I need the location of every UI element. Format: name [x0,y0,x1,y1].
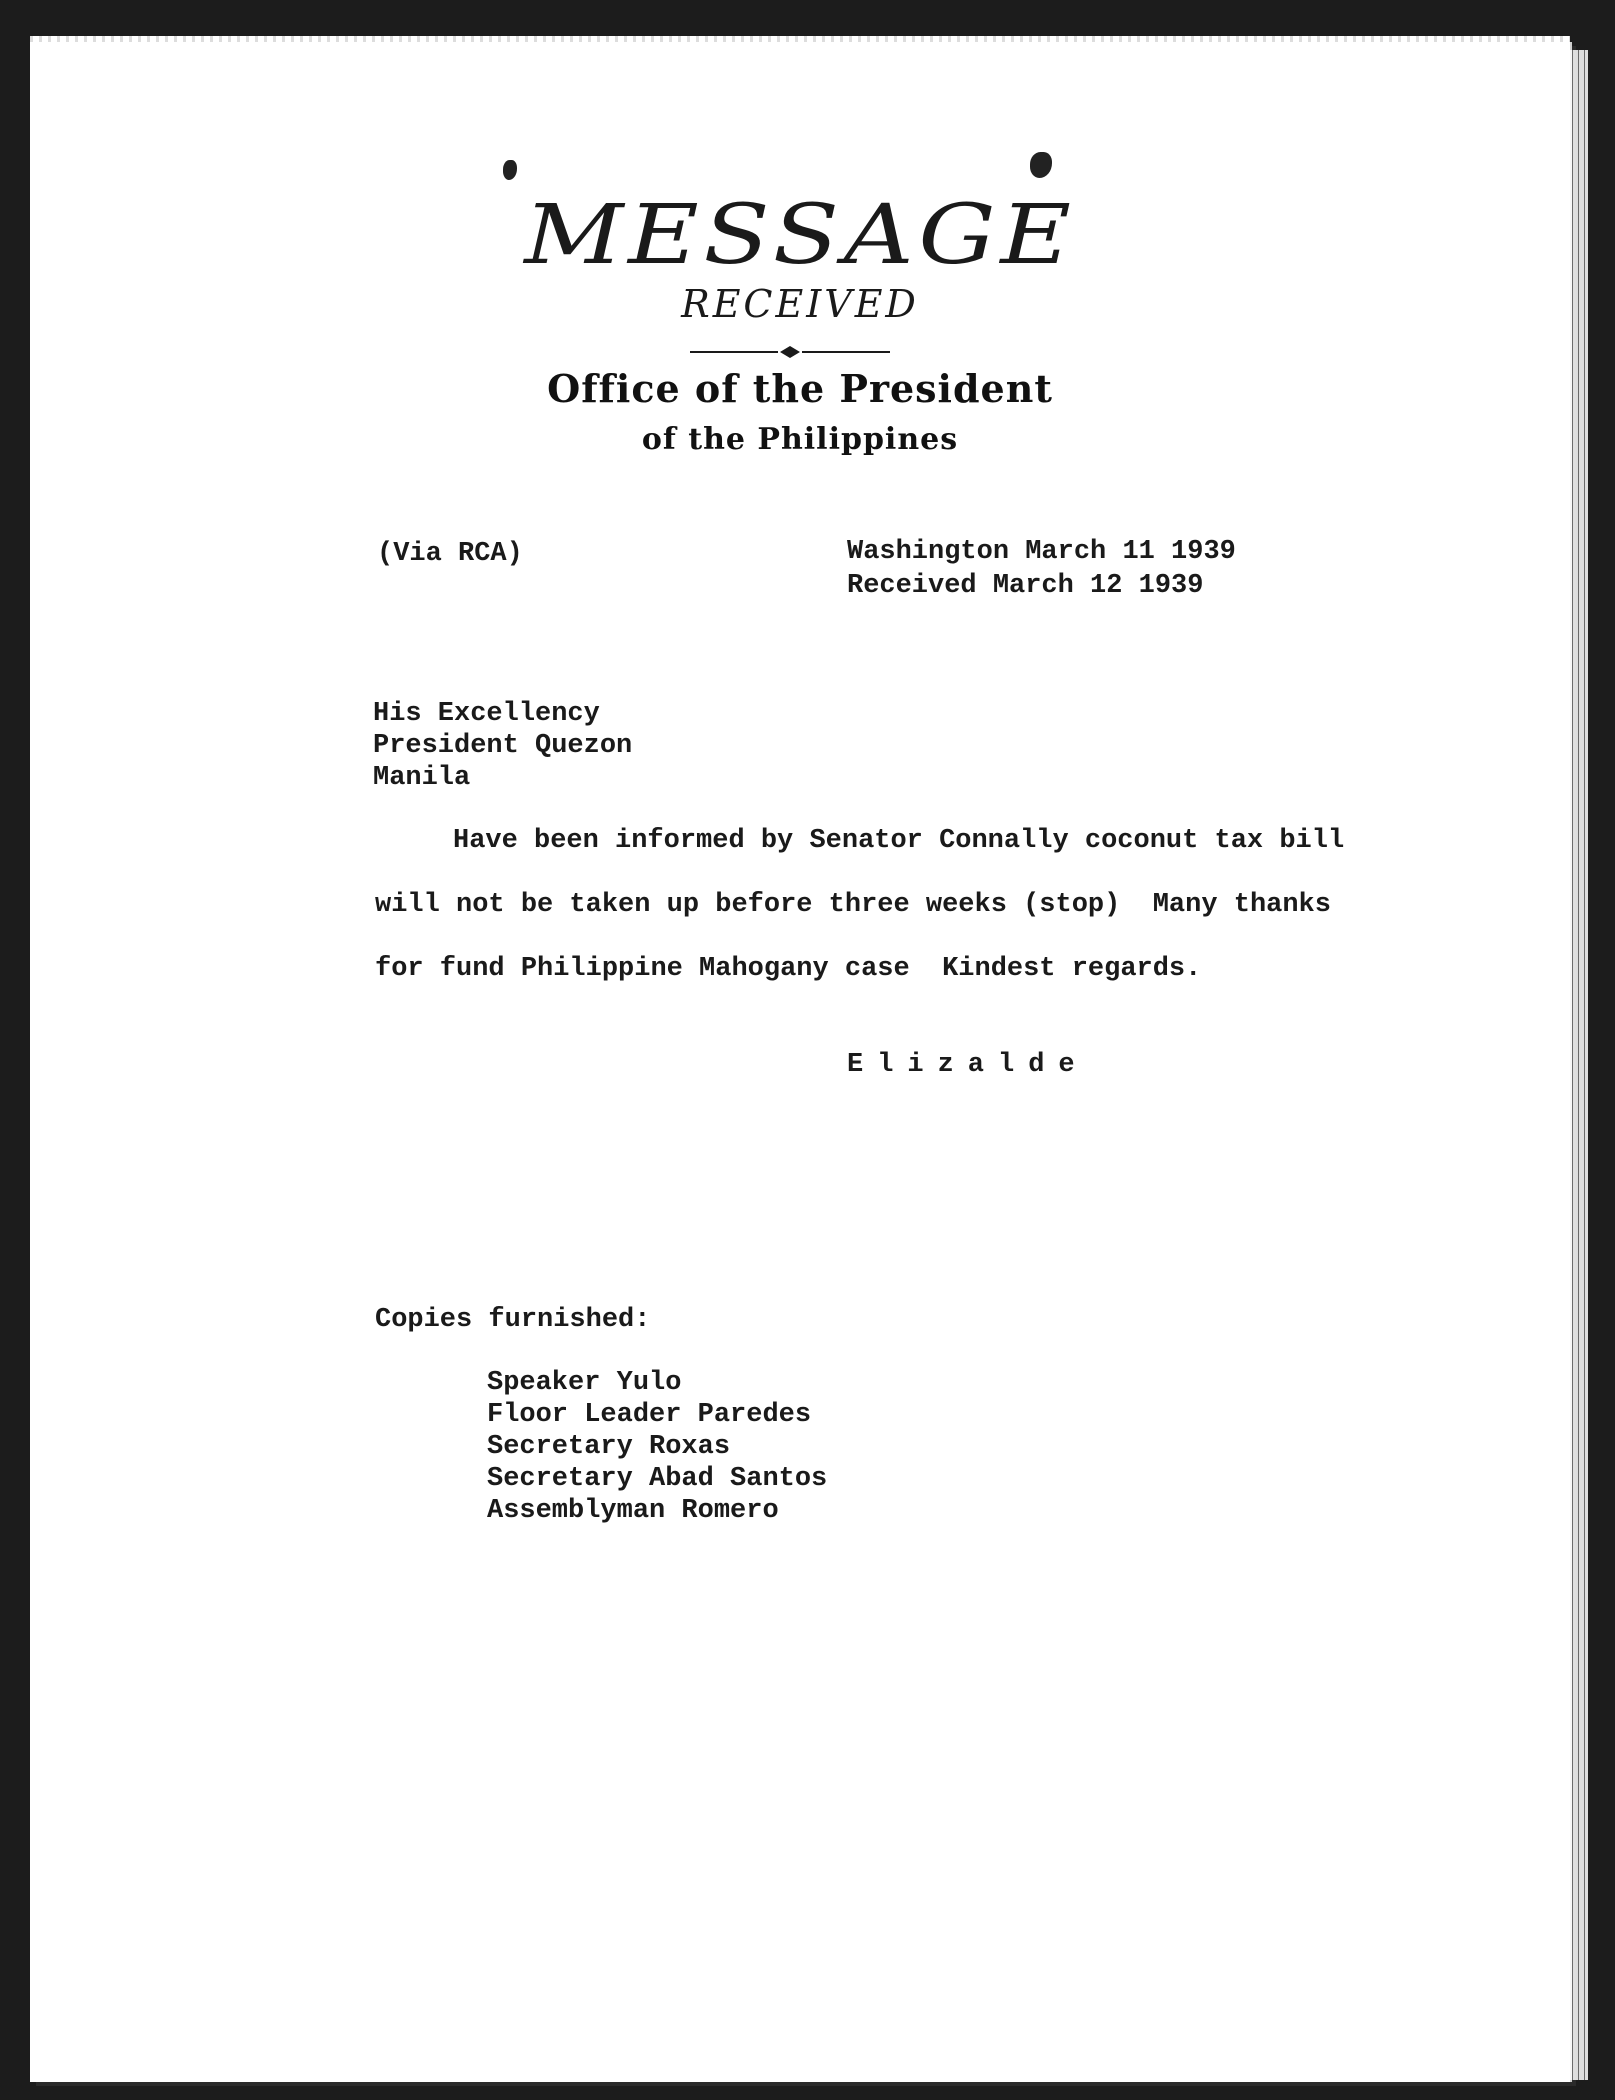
body-line-2: will not be taken up before three weeks (stop) Many thanks [375,890,1331,920]
office-name: Office of the President [547,366,1053,411]
addressee-line-1: His Excellency [373,699,600,729]
origin-date: Washington March 11 1939 [847,537,1236,567]
letterhead-subtitle: RECEIVED [681,282,919,326]
addressee-line-2: President Quezon [373,731,633,761]
body-line-3: for fund Philippine Mahogany case Kindest regards. [375,954,1202,984]
copy-recipient: Secretary Abad Santos [487,1464,828,1494]
signature: Elizalde [847,1050,1089,1080]
copy-recipient: Secretary Roxas [487,1432,731,1462]
copy-recipient: Speaker Yulo [487,1368,682,1398]
copy-recipient: Assemblyman Romero [487,1496,779,1526]
letterhead-title: MESSAGE [524,188,1076,283]
received-date: Received March 12 1939 [847,571,1204,601]
copies-heading: Copies furnished: [375,1305,651,1335]
body-line-1: Have been informed by Senator Connally coconut tax bill [453,826,1345,856]
letterhead-divider [690,346,890,358]
copy-recipient: Floor Leader Paredes [487,1400,812,1430]
office-country: of the Philippines [641,422,959,457]
page-edge-right [1570,50,1588,2080]
addressee-line-3: Manila [373,763,471,793]
via-line: (Via RCA) [377,539,523,569]
